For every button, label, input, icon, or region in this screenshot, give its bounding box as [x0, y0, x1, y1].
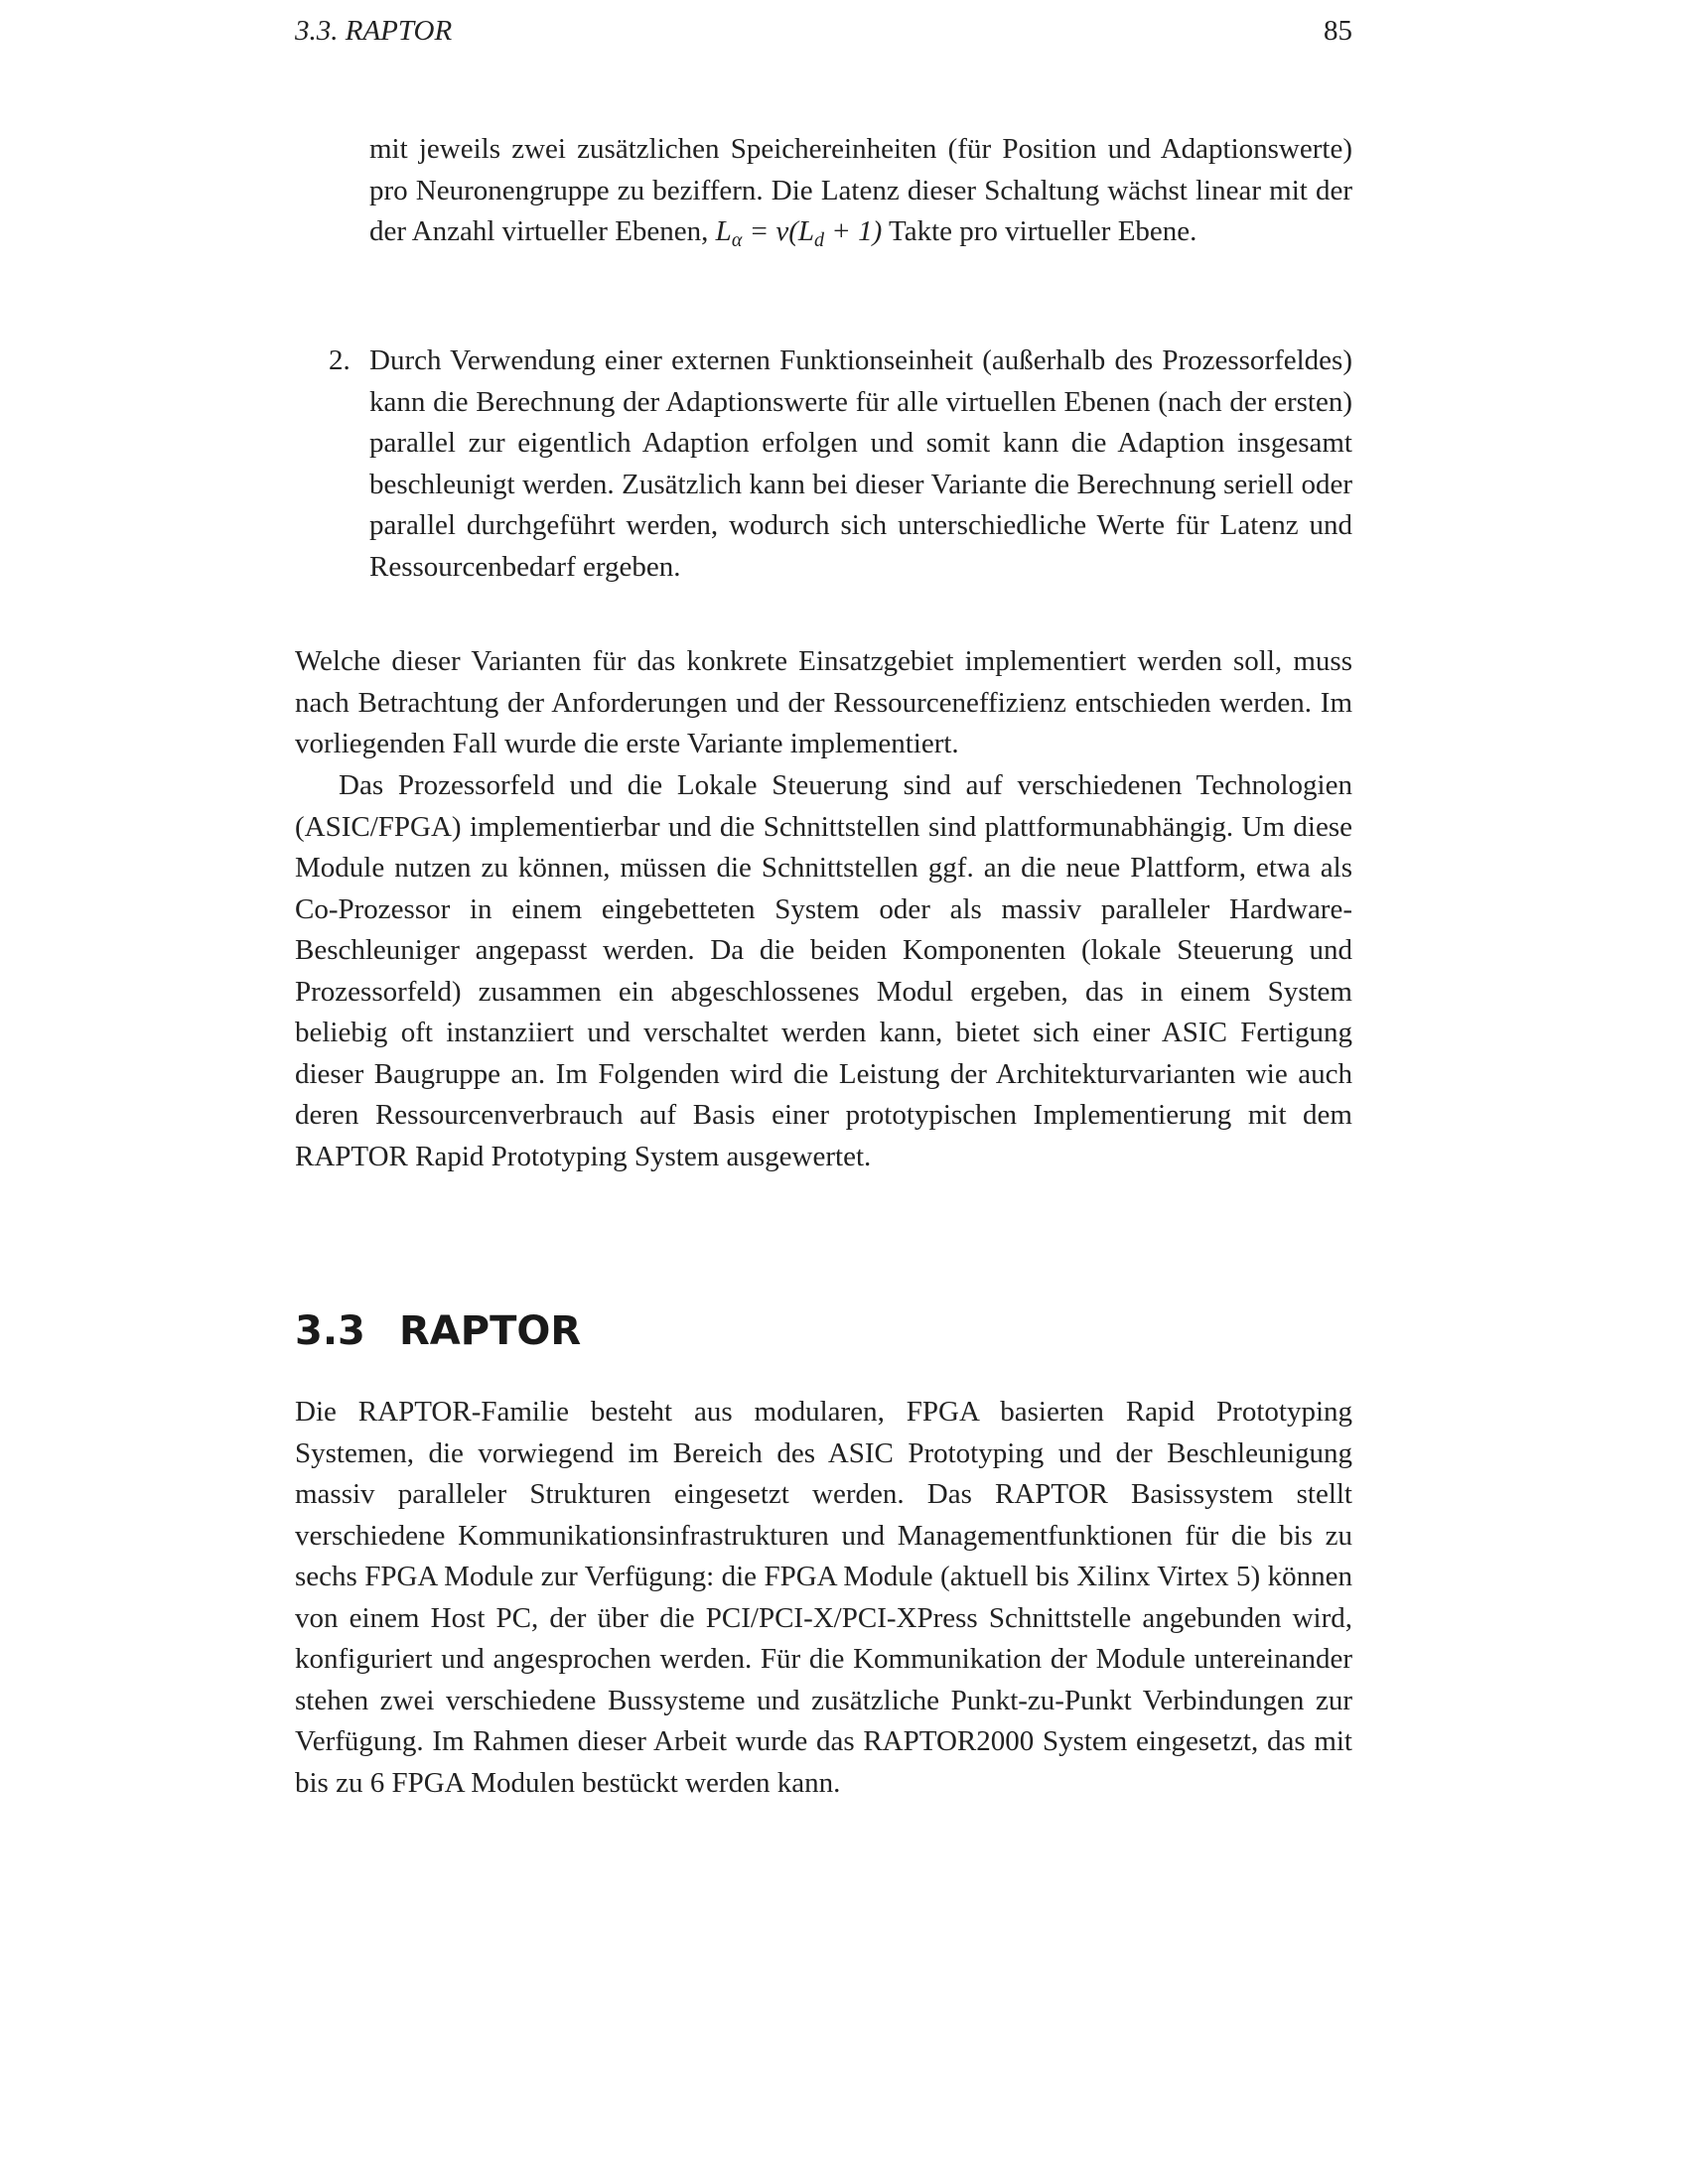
paragraph-processor-field: Das Prozessorfeld und die Lokale Steuerung sind auf verschiedenen Technologien (ASIC/FPGA) implementierbar und die Schnittstellen sind plattformunabhängig. Um diese Module nutzen zu können, müssen die Schnittstellen ggf. an die neue Plattform, etwa als Co-Prozessor in einem eingebetteten System oder als massiv paralleler Hardware-Beschleuniger angepasst werden. Da die beiden Komponenten (lokale Steuerung und Prozessorfeld) zusammen ein abgeschlossenes Modul ergeben, das in einem System beliebig oft instanziiert und verschaltet werden kann, bietet sich einer ASIC Fertigung dieser Baugruppe an. Im Folgenden wird die Leistung der Architekturvarianten wie auch deren Ressourcenverbrauch auf Basis einer prototypischen Implementierung mit dem RAPTOR Rapid Prototyping System ausgewertet.	[295, 769, 1352, 1172]
latency-formula: $L_\alpha = v(L_d + 1)$	[715, 215, 883, 251]
page-number: 85	[1324, 15, 1352, 47]
list-item-1-continuation	[369, 129, 1352, 262]
running-header	[295, 15, 1352, 55]
paragraph-raptor-family: Die RAPTOR-Familie besteht aus modularen, FPGA basierten Rapid Prototyping Systemen, die vorwiegend im Bereich des ASIC Prototyping und der Beschleunigung massiv paralleler Strukturen eingesetzt werden. Das RAPTOR Basissystem stellt verschiedene Kommunikationsinfrastrukturen und Managementfunktionen für die bis zu sechs FPGA Module zur Verfügung: die FPGA Module (aktuell bis Xilinx Virtex 5) können von einem Host PC, der über die PCI/PCI-X/PCI-XPress Schnittstelle angebunden wird, konfiguriert und angesprochen werden. Für die Kommunikation der Module untereinander stehen zwei verschiedene Bussysteme und zusätzliche Punkt-zu-Punkt Verbindungen zur Verfügung. Im Rahmen dieser Arbeit wurde das RAPTOR2000 System eingesetzt, das mit bis zu 6 FPGA Modulen bestückt werden kann.	[295, 1396, 1352, 1799]
section-heading	[295, 1308, 581, 1354]
section-title: RAPTOR	[399, 1308, 582, 1354]
continuation-text: mit jeweils zwei zusätzlichen Speichereinheiten (für Position und Adaptionswerte) pro Neuronengruppe zu beziffern. Die Latenz dieser Schaltung wächst linear mit der der Anzahl virtueller Ebenen,	[369, 133, 1352, 247]
list-item-number: 2.	[329, 344, 351, 376]
paragraph-variant-choice: Welche dieser Varianten für das konkrete Einsatzgebiet implementiert werden soll, muss nach Betrachtung der Anforderungen und der Ressourceneffizienz entschieden werden. Im vorliegenden Fall wurde die erste Variante implementiert.	[295, 645, 1352, 759]
list-item-text: Durch Verwendung einer externen Funktionseinheit (außerhalb des Prozessorfeldes) kann die Berechnung der Adaptionswerte für alle virtuellen Ebenen (nach der ersten) parallel zur eigentlich Adaption erfolgen und somit kann die Adaption insgesamt beschleunigt werden. Zusätzlich kann bei dieser Variante die Berechnung seriell oder parallel durchgeführt werden, wodurch sich unterschiedliche Werte für Latenz und Ressourcenbedarf ergeben.	[369, 344, 1352, 583]
header-section-label: 3.3. RAPTOR	[295, 15, 453, 47]
section-number: 3.3	[295, 1308, 365, 1354]
continuation-text-after: Takte pro virtueller Ebene.	[889, 215, 1197, 247]
